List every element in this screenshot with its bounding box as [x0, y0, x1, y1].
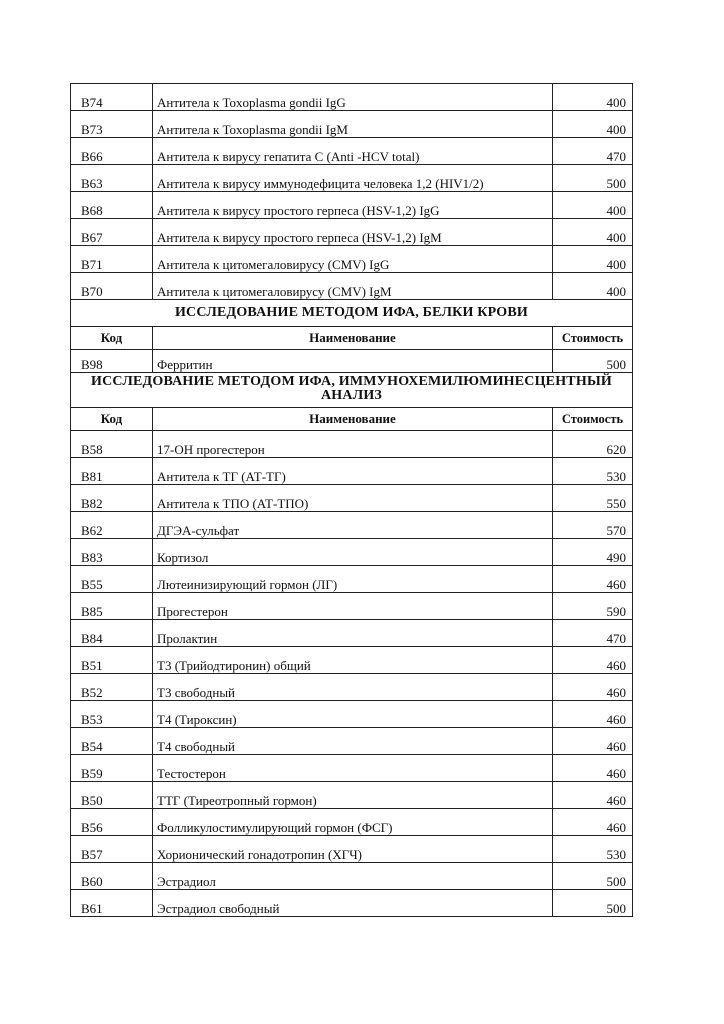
header-price: Стоимость: [553, 408, 633, 431]
row-name: Тестостерон: [153, 755, 553, 782]
section3-body: [71, 431, 633, 917]
row-code: B50: [71, 782, 153, 809]
row-name: Ферритин: [153, 350, 553, 373]
row-price: 460: [553, 728, 633, 755]
price-list-sheet: [70, 83, 632, 917]
table-row: [71, 111, 633, 138]
row-name: Антитела к вирусу иммунодефицита человека 1,2 (HIV1/2): [153, 165, 553, 192]
section3-title: [71, 373, 633, 408]
row-code: B58: [71, 431, 153, 458]
row-code: B71: [71, 246, 153, 273]
table-row: [71, 539, 633, 566]
price-table: [70, 83, 633, 917]
row-price: 500: [553, 350, 633, 373]
table-row: [71, 566, 633, 593]
table-row: [71, 593, 633, 620]
row-price: 400: [553, 273, 633, 300]
column-header-row: [71, 327, 633, 350]
row-code: B83: [71, 539, 153, 566]
row-name: Фолликулостимулирующий гормон (ФСГ): [153, 809, 553, 836]
row-price: 590: [553, 593, 633, 620]
row-name: Антитела к ТПО (АТ-ТПО): [153, 485, 553, 512]
row-name: Антитела к цитомегаловирусу (CMV) IgM: [153, 273, 553, 300]
table-row: [71, 620, 633, 647]
table-row: [71, 863, 633, 890]
row-code: B70: [71, 273, 153, 300]
row-code: B52: [71, 674, 153, 701]
table-row: [71, 350, 633, 373]
row-code: B51: [71, 647, 153, 674]
row-code: B74: [71, 84, 153, 111]
row-price: 570: [553, 512, 633, 539]
table-row: [71, 836, 633, 863]
row-price: 400: [553, 192, 633, 219]
table-row: [71, 809, 633, 836]
column-header-row: [71, 408, 633, 431]
row-price: 400: [553, 246, 633, 273]
row-name: Пролактин: [153, 620, 553, 647]
table-row: [71, 485, 633, 512]
header-name: Наименование: [153, 327, 553, 350]
row-price: 400: [553, 111, 633, 138]
row-name: Эстрадиол свободный: [153, 890, 553, 917]
table-row: [71, 219, 633, 246]
header-price: Стоимость: [553, 327, 633, 350]
table-row: [71, 273, 633, 300]
table-row: [71, 84, 633, 111]
row-code: B60: [71, 863, 153, 890]
row-price: 460: [553, 809, 633, 836]
row-code: B84: [71, 620, 153, 647]
row-name: 17-ОН прогестерон: [153, 431, 553, 458]
row-price: 530: [553, 458, 633, 485]
row-name: Антитела к цитомегаловирусу (CMV) IgG: [153, 246, 553, 273]
table-row: [71, 165, 633, 192]
section2-body: [71, 350, 633, 373]
row-price: 470: [553, 620, 633, 647]
row-name: Антитела к вирусу простого герпеса (HSV-1,2) IgM: [153, 219, 553, 246]
row-name: Т4 свободный: [153, 728, 553, 755]
row-code: B82: [71, 485, 153, 512]
row-code: B53: [71, 701, 153, 728]
row-name: ДГЭА-сульфат: [153, 512, 553, 539]
row-code: B66: [71, 138, 153, 165]
row-name: Прогестерон: [153, 593, 553, 620]
section2-head: [71, 300, 633, 350]
table-row: [71, 782, 633, 809]
row-name: Т4 (Тироксин): [153, 701, 553, 728]
row-code: B54: [71, 728, 153, 755]
table-row: [71, 246, 633, 273]
row-price: 400: [553, 84, 633, 111]
section-title-row: [71, 300, 633, 327]
row-code: B98: [71, 350, 153, 373]
row-code: B68: [71, 192, 153, 219]
table-row: [71, 512, 633, 539]
row-name: Хорионический гонадотропин (ХГЧ): [153, 836, 553, 863]
table-row: [71, 890, 633, 917]
table-row: [71, 647, 633, 674]
section-title-row: [71, 373, 633, 408]
row-code: B59: [71, 755, 153, 782]
row-code: B62: [71, 512, 153, 539]
section1-body: [71, 84, 633, 300]
row-code: B55: [71, 566, 153, 593]
header-code: Код: [71, 327, 153, 350]
row-price: 620: [553, 431, 633, 458]
row-price: 550: [553, 485, 633, 512]
row-price: 500: [553, 890, 633, 917]
row-code: B57: [71, 836, 153, 863]
row-name: Эстрадиол: [153, 863, 553, 890]
row-name: Антитела к Toxoplasma gondii IgM: [153, 111, 553, 138]
table-row: [71, 755, 633, 782]
row-price: 470: [553, 138, 633, 165]
table-row: [71, 728, 633, 755]
row-price: 460: [553, 674, 633, 701]
row-price: 460: [553, 566, 633, 593]
row-price: 460: [553, 782, 633, 809]
row-code: B61: [71, 890, 153, 917]
row-name: Кортизол: [153, 539, 553, 566]
header-name: Наименование: [153, 408, 553, 431]
row-name: Антитела к ТГ (АТ-ТГ): [153, 458, 553, 485]
row-name: ТТГ (Тиреотропный гормон): [153, 782, 553, 809]
row-price: 490: [553, 539, 633, 566]
section3-head: [71, 373, 633, 431]
row-price: 530: [553, 836, 633, 863]
row-code: B56: [71, 809, 153, 836]
table-row: [71, 138, 633, 165]
row-price: 460: [553, 647, 633, 674]
row-price: 500: [553, 863, 633, 890]
row-name: Т3 свободный: [153, 674, 553, 701]
row-code: B67: [71, 219, 153, 246]
table-row: [71, 458, 633, 485]
row-code: B63: [71, 165, 153, 192]
row-price: 500: [553, 165, 633, 192]
row-price: 460: [553, 701, 633, 728]
row-code: B81: [71, 458, 153, 485]
row-name: Антитела к Toxoplasma gondii IgG: [153, 84, 553, 111]
row-price: 400: [553, 219, 633, 246]
table-row: [71, 674, 633, 701]
section2-title: ИССЛЕДОВАНИЕ МЕТОДОМ ИФА, БЕЛКИ КРОВИ: [71, 300, 633, 327]
section3-title-line1: ИССЛЕДОВАНИЕ МЕТОДОМ ИФА, ИММУНОХЕМИЛЮМИНЕСЦЕНТНЫЙ: [91, 374, 612, 389]
table-row: [71, 701, 633, 728]
row-code: B85: [71, 593, 153, 620]
header-code: Код: [71, 408, 153, 431]
row-name: Лютеинизирующий гормон (ЛГ): [153, 566, 553, 593]
table-row: [71, 431, 633, 458]
table-row: [71, 192, 633, 219]
row-name: Антитела к вирусу простого герпеса (HSV-1,2) IgG: [153, 192, 553, 219]
row-price: 460: [553, 755, 633, 782]
row-name: Т3 (Трийодтиронин) общий: [153, 647, 553, 674]
row-code: B73: [71, 111, 153, 138]
row-name: Антитела к вирусу гепатита С (Anti -HCV total): [153, 138, 553, 165]
section3-title-line2: АНАЛИЗ: [320, 388, 383, 403]
